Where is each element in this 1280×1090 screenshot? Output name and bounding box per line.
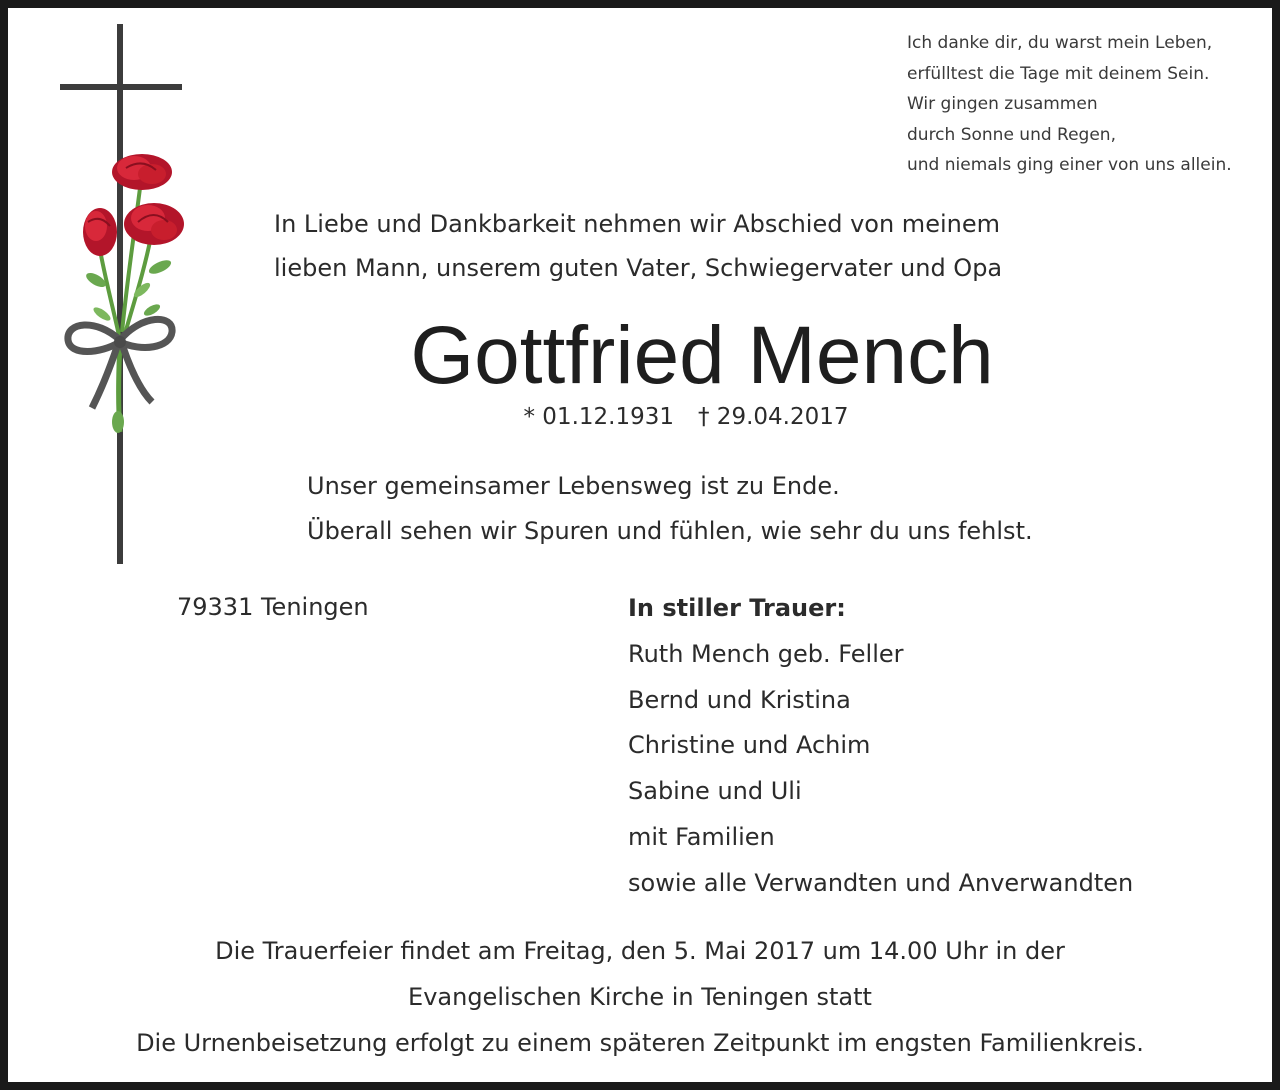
deceased-name: Gottfried Mench	[410, 310, 994, 401]
mourner-name: Ruth Mench geb. Feller	[628, 639, 904, 668]
mourner-name: Christine und Achim	[628, 731, 871, 760]
funeral-line: Die Trauerfeier findet am Freitag, den 5. Mai 2017 um 14.00 Uhr in der	[215, 937, 1065, 965]
cross-with-roses-icon	[56, 22, 206, 572]
life-dates	[8, 402, 1272, 432]
funeral-line: Evangelischen Kirche in Teningen statt	[408, 983, 872, 1011]
funeral-line: Die Urnenbeisetzung erfolgt zu einem späteren Zeitpunkt im engsten Familienkreis.	[136, 1029, 1144, 1057]
mourners-list	[628, 586, 1133, 907]
place: 79331 Teningen	[177, 593, 369, 621]
mourners-heading: In stiller Trauer:	[628, 594, 846, 622]
intro-line: lieben Mann, unserem guten Vater, Schwiegervater und Opa	[274, 254, 1003, 282]
poem	[907, 28, 1232, 181]
poem-line: Ich danke dir, du warst mein Leben,	[907, 33, 1213, 53]
poem-line: durch Sonne und Regen,	[907, 124, 1116, 145]
intro-text	[274, 202, 1002, 290]
intro-line: In Liebe und Dankbarkeit nehmen wir Abschied von meinem	[274, 210, 1000, 238]
mourner-name: Sabine und Uli	[628, 777, 802, 806]
mourner-name: sowie alle Verwandten und Anverwandten	[628, 868, 1134, 897]
poem-line: und niemals ging einer von uns allein.	[907, 155, 1232, 176]
verse-line: Überall sehen wir Spuren und fühlen, wie sehr du uns fehlst.	[307, 517, 1033, 545]
birth-date: * 01.12.1931	[523, 404, 674, 430]
poem-line: erfülltest die Tage mit deinem Sein.	[907, 63, 1210, 84]
mourner-name: Bernd und Kristina	[628, 685, 851, 714]
mourner-name: mit Familien	[628, 822, 775, 851]
obituary-notice	[8, 8, 1272, 1082]
verse-line: Unser gemeinsamer Lebensweg ist zu Ende.	[307, 472, 840, 500]
verse	[307, 464, 1033, 554]
death-date: † 29.04.2017	[698, 404, 849, 430]
funeral-info	[8, 928, 1272, 1066]
poem-line: Wir gingen zusammen	[907, 94, 1098, 115]
